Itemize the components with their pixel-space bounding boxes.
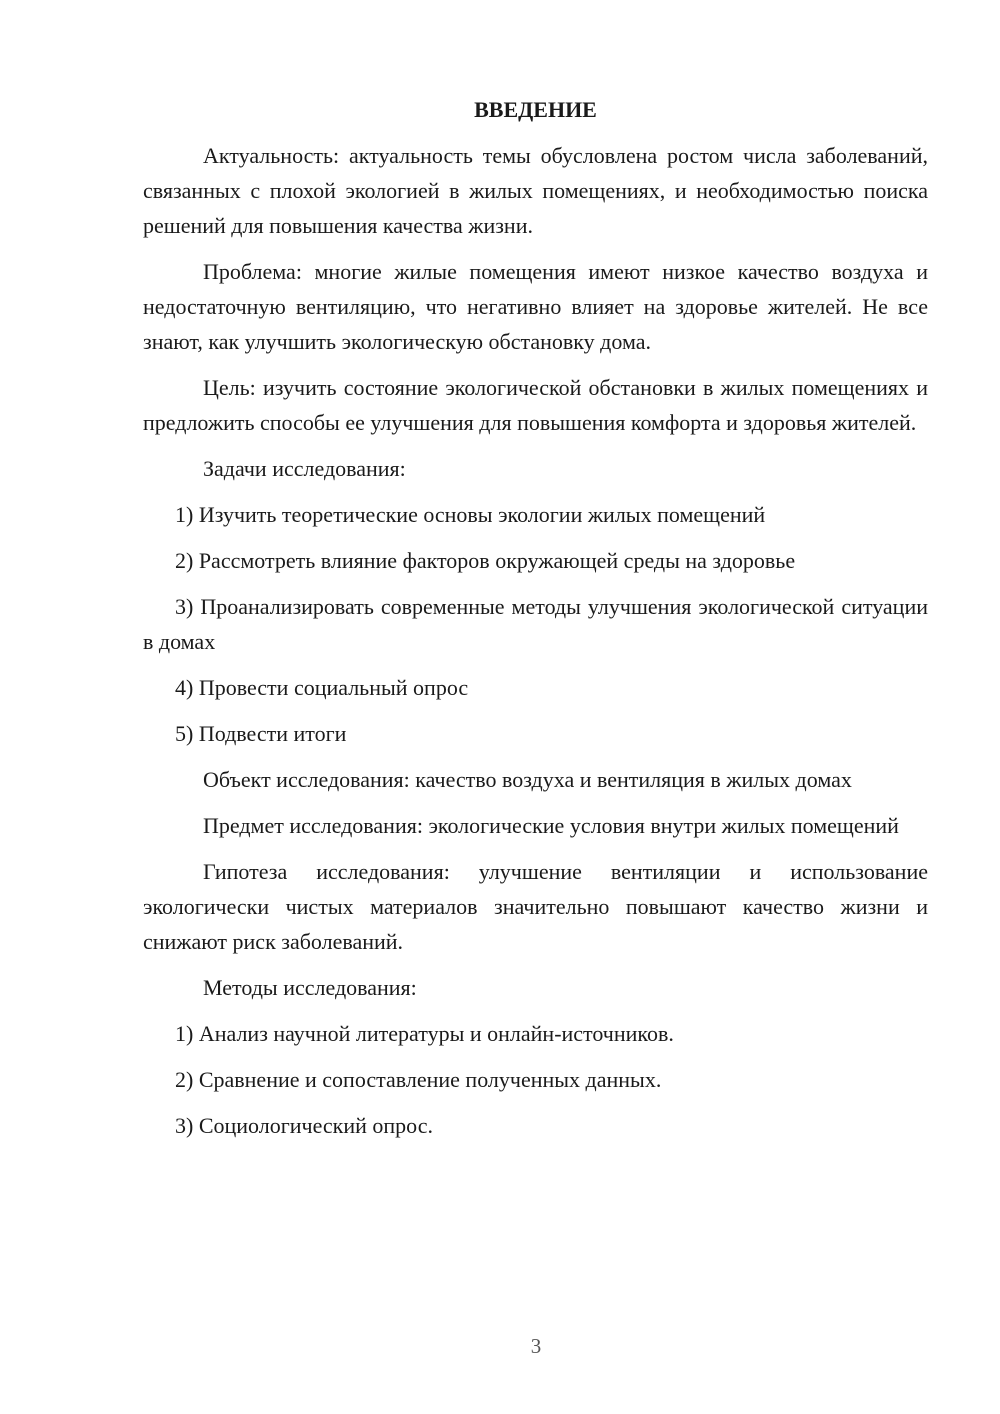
- research-subject-paragraph: Предмет исследования: экологические условия внутри жилых помещений: [203, 813, 899, 838]
- method-item-1: 1) Анализ научной литературы и онлайн-источников.: [175, 1021, 674, 1046]
- problem-paragraph: Проблема: многие жилые помещения имеют низкое качество воздуха и недостаточную вентиляцию, что негативно влияет на здоровье жителей. Не все знают, как улучшить экологическую обстановку дома.: [143, 259, 928, 354]
- method-item-3: 3) Социологический опрос.: [175, 1113, 433, 1138]
- page-number: 3: [530, 1334, 542, 1358]
- task-item-4: 4) Провести социальный опрос: [175, 675, 469, 700]
- goal-paragraph: Цель: изучить состояние экологической обстановки в жилых помещениях и предложить способы ее улучшения для повышения комфорта и здоровья жителей.: [143, 375, 928, 435]
- method-item-2: 2) Сравнение и сопоставление полученных данных.: [175, 1067, 662, 1092]
- task-item-1: 1) Изучить теоретические основы экологии жилых помещений: [175, 502, 766, 527]
- relevance-paragraph: Актуальность: актуальность темы обусловлена ростом числа заболеваний, связанных с плохой экологией в жилых помещениях, и необходимостью поиска решений для повышения качества жизни.: [143, 143, 928, 238]
- task-item-2: 2) Рассмотреть влияние факторов окружающей среды на здоровье: [175, 548, 796, 573]
- task-item-5: 5) Подвести итоги: [175, 721, 347, 746]
- task-item-3: 3) Проанализировать современные методы улучшения экологической ситуации в домах: [143, 594, 928, 654]
- methods-heading: Методы исследования:: [203, 975, 417, 1000]
- research-hypothesis-paragraph: Гипотеза исследования: улучшение вентиляции и использование экологически чистых материалов значительно повышают качество жизни и снижают риск заболеваний.: [143, 859, 928, 954]
- section-title: ВВЕДЕНИЕ: [474, 97, 597, 122]
- document-page: [143, 92, 928, 1154]
- research-object-paragraph: Объект исследования: качество воздуха и вентиляция в жилых домах: [203, 767, 852, 792]
- tasks-heading: Задачи исследования:: [203, 456, 406, 481]
